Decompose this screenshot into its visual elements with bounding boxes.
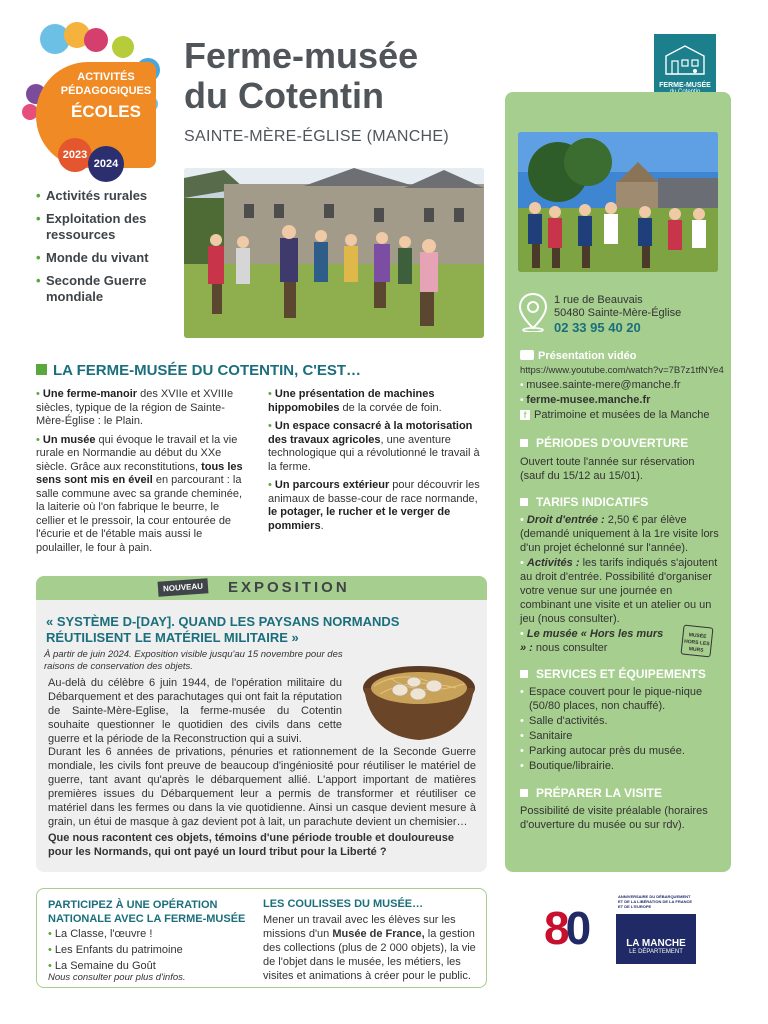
activities-list	[36, 188, 181, 312]
prepare-heading: PRÉPARER LA VISITE	[520, 786, 662, 800]
exposition-paragraph: Au-delà du célèbre 6 juin 1944, de l'opération militaire du Débarquement et des parachutages qui ont fait la réputation de Sainte-Mère-Eglise, la ferme-musée du Cotentin souhaite questionner le quotidien des civils dans cette guerre et la période de la Reconstruction qui a suivi.	[48, 677, 342, 745]
egg-basket-image	[360, 648, 478, 743]
address-line1: 1 rue de Beauvais	[554, 294, 643, 306]
badge-title: ÉCOLES	[71, 102, 141, 121]
service-item: • Espace couvert pour le pique-nique (50/80 places, non chauffé).	[520, 685, 720, 713]
address-line2: 50480 Sainte-Mère-Église	[554, 307, 682, 319]
farm-house-icon	[662, 42, 708, 76]
video-link[interactable]: https://www.youtube.com/watch?v=7B7z1tfNYe4	[520, 365, 724, 376]
feature-item: • Un parcours extérieur pour découvrir les animaux de basse-cour de race normande, le potager, le rucher et le verger de pommiers.	[268, 479, 480, 532]
coulisses-text: Mener un travail avec les élèves sur les missions d'un Musée de France, la gestion des collections (plus de 2 000 objets), la vie de l'objet dans le musée, les métiers, les visites et animations à créer pour le public.	[263, 914, 476, 982]
operation-item: • Les Enfants du patrimoine	[48, 944, 183, 956]
year-2024: 2024	[88, 146, 124, 182]
prepare-text: Possibilité de visite préalable (horaires d'ouverture du musée ou sur rdv).	[520, 805, 708, 831]
feature-item: • Un espace consacré à la motorisation des travaux agricoles, une aventure technologique qui a révolutionné le travail à la ferme.	[268, 420, 480, 473]
feature-item: • Une ferme-manoir des XVIIe et XVIIIe siècles, typique de la région de Sainte-Mère-Église : le Plain.	[36, 388, 234, 427]
email-link[interactable]: musee.sainte-mere@manche.fr	[526, 379, 681, 391]
tarif-hors-les-murs: • Le musée « Hors les murs » : nous consulter	[520, 628, 664, 654]
email-row: • musee.sainte-mere@manche.fr	[520, 379, 681, 391]
location-pin-icon	[518, 292, 548, 332]
feature-item: • Une présentation de machines hippomobiles de la corvée de foin.	[268, 388, 442, 414]
activities-badge	[22, 22, 172, 182]
video-label: Présentation vidéo	[538, 350, 637, 362]
exposition-question: Que nous racontent ces objets, témoins d'une période trouble et douloureuse pour les Normands, qui ont payé un lourd tribut pour la Liberté ?	[48, 832, 455, 858]
la-manche-logo: LA MANCHE LE DÉPARTEMENT	[616, 914, 696, 964]
service-item: • Sanitaire	[520, 729, 720, 743]
phone-number[interactable]: 02 33 95 40 20	[554, 320, 641, 335]
exposition-title: EXPOSITION	[228, 579, 350, 596]
year-2023: 2023	[58, 138, 92, 172]
service-item: • Boutique/librairie.	[520, 759, 720, 773]
operation-item: • La Classe, l'œuvre !	[48, 928, 153, 940]
exposition-subtitle: « SYSTÈME D-[DAY]. QUAND LES PAYSANS NORMANDS RÉUTILISENT LE MATÉRIEL MILITAIRE »	[46, 614, 400, 645]
video-icon	[520, 350, 534, 360]
national-operation-list	[48, 926, 183, 974]
features-left	[36, 388, 250, 560]
periods-heading: PÉRIODES D'OUVERTURE	[520, 436, 688, 450]
page-title: Ferme-musée du Cotentin	[184, 35, 419, 116]
activity-item: • Activités rurales	[36, 188, 181, 204]
exposition-note: À partir de juin 2024. Exposition visible jusqu'au 15 novembre pour des raisons de conservation des objets.	[44, 649, 343, 672]
periods-text: Ouvert toute l'année sur réservation (sauf du 15/12 au 15/01).	[520, 456, 695, 482]
activity-item: • Monde du vivant	[36, 250, 181, 266]
school-group-photo	[518, 132, 718, 272]
badge-label: ACTIVITÉS PÉDAGOGIQUES	[60, 71, 152, 97]
anniversary-note: ANNIVERSAIRE DU DÉBARQUEMENT ET DE LA LIBÉRATION DE LA FRANCE ET DE L'EUROPE	[618, 894, 693, 909]
feature-item: • Un musée qui évoque le travail et la vie rurale en Normandie au début du XXe siècle. Grâce aux reconstitutions, tous les sens sont mis en éveil en parcourant : la salle commune avec sa grande cheminée, la laiterie où l'on fabrique le beurre, le cellier et le pressoir, la cour entourée de l'écurie et de l'étable mais aussi le poulailler, le four à pain.	[36, 433, 243, 554]
tarif-activities: • Activités : les tarifs indiqués s'ajoutent au droit d'entrée. Possibilité d'organiser votre venue sur une journée en combinant une visite et un atelier ou un jeu (nous consulter).	[520, 557, 718, 625]
service-item: • Salle d'activités.	[520, 714, 720, 728]
exposition-paragraph: Durant les 6 années de privations, pénuries et rationnement de la Seconde Guerre mondiale, les civils font preuve de beaucoup d'ingéniosité pour réutiliser le matériel de guerre, tant avant qu'après le débarquement allié. L'apport important de matières premières issues du Débarquement leur a permis de transformer et réutiliser ce matériel dans les fermes ou dans la vie quotidienne. Ainsi un casque devient mesure à grain, un étui de masque à gaz devient pot à lait, un parachute devient un chemisier…	[48, 746, 476, 828]
national-operation-note: Nous consulter pour plus d'infos.	[48, 972, 186, 983]
80th-anniversary-logo: 80	[544, 902, 588, 954]
logo-line1: FERME-MUSÉE	[659, 82, 711, 89]
video-row	[520, 350, 725, 363]
activity-item: • Exploitation des ressources	[36, 211, 181, 243]
partner-logos	[536, 886, 700, 970]
website-row: • ferme-musee.manche.fr	[520, 394, 651, 406]
new-badge: NOUVEAU	[158, 578, 209, 596]
hors-les-murs-stamp: MUSÉE HORS LES MURS	[681, 625, 714, 658]
activity-item: • Seconde Guerre mondiale	[36, 273, 181, 305]
facebook-row	[520, 409, 725, 422]
tarifs-heading: TARIFS INDICATIFS	[520, 495, 648, 509]
facebook-link[interactable]: Patrimoine et musées de la Manche	[534, 409, 710, 421]
services-heading: SERVICES ET ÉQUIPEMENTS	[520, 667, 706, 681]
farm-courtyard-photo	[184, 168, 484, 338]
national-operation-title: PARTICIPEZ À UNE OPÉRATION NATIONALE AVEC LA FERME-MUSÉE	[48, 899, 246, 925]
website-link[interactable]: ferme-musee.manche.fr	[526, 394, 651, 406]
section-heading: LA FERME-MUSÉE DU COTENTIN, C'EST…	[36, 362, 361, 379]
tarif-entry: • Droit d'entrée : 2,50 € par élève (demandé uniquement à la 1re visite lors d'un projet échelonné sur l'année).	[520, 514, 719, 554]
facebook-icon: f	[520, 410, 530, 420]
page-subtitle: SAINTE-MÈRE-ÉGLISE (MANCHE)	[184, 128, 450, 145]
service-item: • Parking autocar près du musée.	[520, 744, 720, 758]
operation-item: • La Semaine du Goût	[48, 960, 156, 972]
coulisses-title: LES COULISSES DU MUSÉE…	[263, 898, 424, 910]
features-right	[268, 388, 484, 538]
services-list	[520, 685, 720, 774]
